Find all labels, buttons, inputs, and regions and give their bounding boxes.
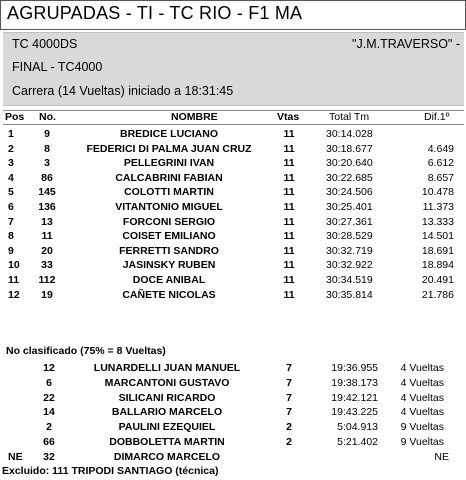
total-time-cell: 19:38.173: [331, 376, 378, 389]
laps-cell: 7: [286, 391, 292, 404]
total-time-cell: 19:42.121: [331, 391, 378, 404]
laps-cell: 11: [283, 128, 295, 140]
table-row: [0, 451, 466, 463]
table-row: [0, 274, 466, 286]
total-time-cell: 5:21.402: [337, 436, 378, 448]
total-time-cell: 30:18.677: [326, 142, 373, 155]
gap-cell: 21.786: [421, 288, 454, 301]
table-row: [0, 289, 466, 301]
laps-cell: 11: [283, 215, 295, 228]
header-no: No.: [39, 111, 56, 123]
number-cell: 14: [43, 406, 55, 419]
table-row: [0, 201, 466, 213]
driver-name-cell: PAULINI EZEQUIEL: [118, 421, 216, 434]
driver-name-cell: BALLARIO MARCELO: [111, 406, 223, 419]
laps-cell: 11: [283, 230, 295, 243]
pos-cell: 10: [8, 259, 20, 272]
gap-cell: 8.657: [427, 171, 454, 184]
number-cell: 66: [43, 436, 55, 448]
gap-cell: 18.894: [421, 259, 454, 272]
pos-cell: 1: [8, 128, 14, 140]
gap-cell: 4 Vueltas: [400, 406, 444, 419]
gap-cell: 18.691: [421, 244, 454, 257]
total-time-cell: 30:24.506: [326, 186, 373, 199]
total-time-cell: 30:22.685: [326, 171, 373, 184]
table-row: [0, 436, 466, 448]
total-time-cell: 30:28.529: [326, 230, 373, 243]
laps-cell: 2: [286, 436, 292, 448]
header-name: NOMBRE: [171, 111, 218, 123]
organizer-label: "J.M.TRAVERSO" -: [352, 37, 460, 51]
header-vtas: Vtas: [277, 111, 300, 123]
gap-cell: 13.333: [421, 215, 454, 228]
driver-name-cell: PELLEGRINI IVAN: [123, 157, 215, 170]
header-bottom-divider: [3, 124, 464, 125]
total-time-cell: 30:20.640: [326, 157, 373, 170]
driver-name-cell: COLOTTI MARTIN: [124, 186, 214, 199]
driver-name-cell: DOCE ANIBAL: [132, 274, 206, 286]
driver-name-cell: LUNARDELLI JUAN MANUEL: [93, 362, 241, 374]
laps-cell: 11: [283, 288, 295, 301]
table-row: [0, 186, 466, 198]
gap-cell: 20.491: [421, 274, 454, 286]
driver-name-cell: SILICANI RICARDO: [118, 391, 216, 404]
laps-cell: 2: [286, 421, 292, 434]
laps-cell: 11: [283, 274, 295, 286]
gap-cell: 4.649: [427, 142, 454, 155]
pos-cell: 5: [8, 186, 14, 199]
number-cell: 2: [46, 421, 52, 434]
driver-name-cell: FORCONI SERGIO: [122, 215, 216, 228]
laps-cell: 11: [283, 157, 295, 170]
total-time-cell: 30:27.361: [326, 215, 373, 228]
table-row: [0, 406, 466, 418]
pos-cell: 2: [8, 142, 14, 155]
driver-name-cell: COISET EMILIANO: [122, 230, 216, 243]
pos-cell: 9: [8, 244, 14, 257]
pos-cell: 7: [8, 215, 14, 228]
table-row: [0, 421, 466, 433]
laps-cell: 11: [283, 186, 295, 199]
table-row: [0, 230, 466, 242]
driver-name-cell: FEDERICI DI PALMA JUAN CRUZ: [86, 142, 252, 155]
laps-cell: 11: [283, 201, 295, 213]
number-cell: 12: [43, 362, 55, 374]
number-cell: 112: [38, 274, 56, 286]
header-pos: Pos: [5, 111, 25, 123]
total-time-cell: 30:25.401: [326, 201, 373, 213]
table-row: [0, 128, 466, 140]
number-cell: 11: [41, 230, 53, 243]
number-cell: 32: [43, 450, 55, 463]
window-title-bar: [0, 0, 466, 30]
number-cell: 136: [38, 201, 56, 213]
driver-name-cell: FERRETTI SANDRO: [119, 244, 219, 257]
driver-name-cell: VITANTONIO MIGUEL: [115, 201, 223, 213]
excluded-note: Excluido: 111 TRIPODI SANTIAGO (técnica): [2, 465, 219, 477]
total-time-cell: 30:14.028: [326, 128, 373, 140]
laps-cell: 7: [286, 406, 292, 419]
number-cell: 145: [38, 186, 56, 199]
table-row: [0, 143, 466, 155]
pos-cell: 11: [8, 274, 20, 286]
driver-name-cell: JASINSKY RUBEN: [122, 259, 216, 272]
pos-cell: 6: [8, 201, 14, 213]
gap-cell: 4 Vueltas: [400, 391, 444, 404]
table-row: [0, 172, 466, 184]
number-cell: 19: [41, 288, 53, 301]
session-label: FINAL - TC4000: [12, 60, 103, 74]
pos-cell: 4: [8, 171, 14, 184]
number-cell: 8: [44, 142, 50, 155]
table-row: [0, 216, 466, 228]
gap-cell: 10.478: [421, 186, 454, 199]
gap-cell: 9 Vueltas: [400, 436, 444, 448]
number-cell: 33: [41, 259, 53, 272]
gap-cell: NE: [434, 450, 449, 463]
total-time-cell: 30:32.719: [326, 244, 373, 257]
number-cell: 3: [44, 157, 50, 170]
header-dif: Dif.1º: [424, 111, 450, 123]
not-classified-title: No clasificado (75% = 8 Vueltas): [6, 345, 166, 357]
pos-cell: 8: [8, 230, 14, 243]
total-time-cell: 19:43.225: [331, 406, 378, 419]
total-time-cell: 30:35.814: [326, 288, 373, 301]
laps-cell: 7: [286, 362, 292, 374]
table-row: [0, 245, 466, 257]
table-row: [0, 392, 466, 404]
table-row: [0, 259, 466, 271]
total-time-cell: 19:36.955: [331, 362, 378, 374]
driver-name-cell: CALCABRINI FABIAN: [115, 171, 223, 184]
pos-cell: 12: [8, 288, 20, 301]
number-cell: 20: [41, 244, 53, 257]
driver-name-cell: BREDICE LUCIANO: [119, 128, 218, 140]
header-top-divider: [3, 110, 464, 111]
gap-cell: 6.612: [427, 157, 454, 170]
table-row: [0, 377, 466, 389]
gap-cell: 4 Vueltas: [400, 362, 444, 374]
pos-cell: NE: [8, 450, 23, 463]
laps-cell: 11: [283, 142, 295, 155]
table-row: [0, 362, 466, 374]
gap-cell: 9 Vueltas: [400, 421, 444, 434]
gap-cell: 14.501: [421, 230, 454, 243]
laps-cell: 7: [286, 376, 292, 389]
pos-cell: 3: [8, 157, 14, 170]
laps-cell: 11: [283, 244, 295, 257]
driver-name-cell: MARCANTONI GUSTAVO: [104, 376, 230, 389]
number-cell: 9: [44, 128, 50, 140]
gap-cell: 11.373: [422, 201, 454, 213]
race-start-label: Carrera (14 Vueltas) iniciado a 18:31:45: [12, 84, 234, 98]
number-cell: 86: [41, 171, 53, 184]
table-row: [0, 157, 466, 169]
number-cell: 6: [46, 376, 52, 389]
driver-name-cell: CAÑETE NICOLAS: [122, 288, 216, 301]
number-cell: 13: [41, 215, 53, 228]
total-time-cell: 30:32.922: [326, 259, 373, 272]
laps-cell: 11: [283, 259, 295, 272]
category-label: TC 4000DS: [12, 37, 78, 51]
race-info-panel: [3, 32, 464, 106]
driver-name-cell: DOBBOLETTA MARTIN: [109, 436, 225, 448]
driver-name-cell: DIMARCO MARCELO: [113, 450, 221, 463]
number-cell: 22: [43, 391, 55, 404]
window-title: AGRUPADAS - TI - TC RIO - F1 MA: [7, 3, 303, 23]
total-time-cell: 5:04.913: [337, 421, 378, 434]
laps-cell: 11: [283, 171, 295, 184]
header-total-time: Total Tm: [329, 111, 370, 123]
total-time-cell: 30:34.519: [326, 274, 373, 286]
gap-cell: 4 Vueltas: [400, 376, 444, 389]
